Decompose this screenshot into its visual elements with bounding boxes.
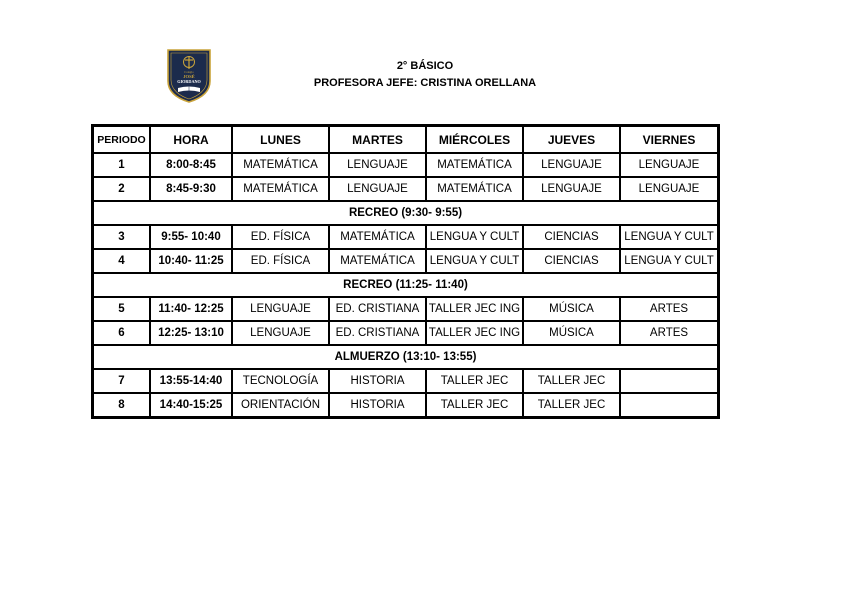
teacher-line: PROFESORA JEFE: CRISTINA ORELLANA bbox=[313, 77, 537, 89]
table-row bbox=[93, 297, 718, 321]
column-header-martes: MARTES bbox=[329, 126, 426, 153]
subject-cell: ORIENTACIÓN bbox=[232, 393, 329, 417]
periodo-cell: 8 bbox=[93, 393, 150, 417]
subject-cell: LENGUAJE bbox=[523, 177, 620, 201]
subject-cell: TALLER JEC ING bbox=[426, 321, 523, 345]
column-header-viernes: VIERNES bbox=[620, 126, 718, 153]
subject-cell: CIENCIAS bbox=[523, 249, 620, 273]
periodo-cell: 1 bbox=[93, 153, 150, 177]
hora-cell: 8:00-8:45 bbox=[150, 153, 232, 177]
break-cell: RECREO (9:30- 9:55) bbox=[93, 201, 718, 225]
subject-cell: CIENCIAS bbox=[523, 225, 620, 249]
subject-cell: LENGUA Y CULT bbox=[426, 225, 523, 249]
title-block bbox=[300, 58, 550, 92]
subject-cell: HISTORIA bbox=[329, 369, 426, 393]
subject-cell: TALLER JEC ING bbox=[426, 297, 523, 321]
table-row bbox=[93, 225, 718, 249]
table-row bbox=[93, 153, 718, 177]
hora-cell: 14:40-15:25 bbox=[150, 393, 232, 417]
school-logo bbox=[165, 47, 213, 103]
column-header-jueves: JUEVES bbox=[523, 126, 620, 153]
subject-cell: MATEMÁTICA bbox=[232, 177, 329, 201]
subject-cell bbox=[620, 393, 718, 417]
periodo-cell: 6 bbox=[93, 321, 150, 345]
subject-cell: LENGUA Y CULT bbox=[620, 249, 718, 273]
subject-cell: LENGUAJE bbox=[232, 321, 329, 345]
subject-cell: TALLER JEC bbox=[523, 369, 620, 393]
periodo-cell: 7 bbox=[93, 369, 150, 393]
subject-cell: MATEMÁTICA bbox=[426, 177, 523, 201]
break-row bbox=[93, 273, 718, 297]
hora-cell: 11:40- 12:25 bbox=[150, 297, 232, 321]
subject-cell: TALLER JEC bbox=[426, 369, 523, 393]
hora-cell: 12:25- 13:10 bbox=[150, 321, 232, 345]
subject-cell: ED. CRISTIANA bbox=[329, 297, 426, 321]
periodo-cell: 2 bbox=[93, 177, 150, 201]
header-row bbox=[93, 126, 718, 153]
logo-text-top: Colegio bbox=[184, 70, 194, 74]
subject-cell: ED. CRISTIANA bbox=[329, 321, 426, 345]
subject-cell: LENGUA Y CULT bbox=[620, 225, 718, 249]
logo-text-line1: JOSÉ bbox=[183, 74, 195, 79]
subject-cell bbox=[620, 369, 718, 393]
hora-cell: 10:40- 11:25 bbox=[150, 249, 232, 273]
subject-cell: LENGUAJE bbox=[232, 297, 329, 321]
subject-cell: MATEMÁTICA bbox=[232, 153, 329, 177]
schedule-table bbox=[91, 124, 720, 419]
subject-cell: TALLER JEC bbox=[426, 393, 523, 417]
table-row bbox=[93, 369, 718, 393]
subject-cell: ED. FÍSICA bbox=[232, 225, 329, 249]
subject-cell: ARTES bbox=[620, 297, 718, 321]
subject-cell: MÚSICA bbox=[523, 321, 620, 345]
column-header-lunes: LUNES bbox=[232, 126, 329, 153]
column-header-hora: HORA bbox=[150, 126, 232, 153]
subject-cell: MATEMÁTICA bbox=[329, 225, 426, 249]
grade-title: 2° BÁSICO bbox=[396, 60, 454, 72]
subject-cell: ARTES bbox=[620, 321, 718, 345]
break-row bbox=[93, 345, 718, 369]
hora-cell: 13:55-14:40 bbox=[150, 369, 232, 393]
subject-cell: LENGUA Y CULT bbox=[426, 249, 523, 273]
subject-cell: TECNOLOGÍA bbox=[232, 369, 329, 393]
table-row bbox=[93, 177, 718, 201]
column-header-periodo: PERIODO bbox=[93, 126, 150, 153]
subject-cell: ED. FÍSICA bbox=[232, 249, 329, 273]
subject-cell: HISTORIA bbox=[329, 393, 426, 417]
hora-cell: 9:55- 10:40 bbox=[150, 225, 232, 249]
subject-cell: LENGUAJE bbox=[329, 153, 426, 177]
periodo-cell: 3 bbox=[93, 225, 150, 249]
subject-cell: LENGUAJE bbox=[329, 177, 426, 201]
break-row bbox=[93, 201, 718, 225]
subject-cell: LENGUAJE bbox=[620, 177, 718, 201]
periodo-cell: 4 bbox=[93, 249, 150, 273]
subject-cell: MATEMÁTICA bbox=[329, 249, 426, 273]
periodo-cell: 5 bbox=[93, 297, 150, 321]
break-cell: RECREO (11:25- 11:40) bbox=[93, 273, 718, 297]
subject-cell: LENGUAJE bbox=[620, 153, 718, 177]
subject-cell: MÚSICA bbox=[523, 297, 620, 321]
school-crest-icon bbox=[165, 47, 213, 103]
break-cell: ALMUERZO (13:10- 13:55) bbox=[93, 345, 718, 369]
table-row bbox=[93, 393, 718, 417]
hora-cell: 8:45-9:30 bbox=[150, 177, 232, 201]
table-row bbox=[93, 249, 718, 273]
subject-cell: MATEMÁTICA bbox=[426, 153, 523, 177]
table-row bbox=[93, 321, 718, 345]
subject-cell: LENGUAJE bbox=[523, 153, 620, 177]
subject-cell: TALLER JEC bbox=[523, 393, 620, 417]
logo-text-line2: GIORDANO bbox=[177, 79, 201, 84]
column-header-miercoles: MIÉRCOLES bbox=[426, 126, 523, 153]
